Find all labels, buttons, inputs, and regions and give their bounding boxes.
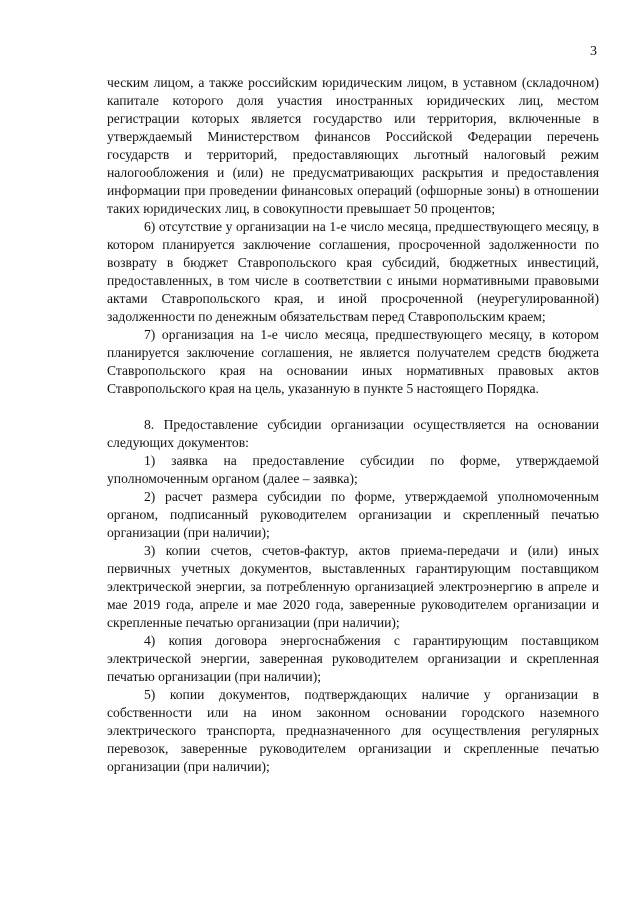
paragraph-section-8: 8. Предоставление субсидии организации осуществляется на основании следующих документов:: [107, 417, 599, 450]
paragraph-item-6: 6) отсутствие у организации на 1-е число месяца, предшествующего месяцу, в котором планируется заключение соглашения, просроченной задолженности по возврату в бюджет Ставропольского края субсидий, бюджетных инвестиций, предоставленных, в том числе в соответствии с иными нормативными правовыми актами Ставропольского края, и иной просроченной (неурегулированной) задолженности по денежным обязательствам перед Ставропольским краем;: [107, 219, 599, 324]
paragraph-doc-1: 1) заявка на предоставление субсидии по форме, утверждаемой уполномоченным органом (далее – заявка);: [107, 453, 599, 486]
paragraph-doc-5: 5) копии документов, подтверждающих наличие у организации в собственности или на ином законном основании городского наземного электрического транспорта, предназначенного для осуществления регулярных перевозок, заверенные руководителем организации и скрепленные печатью организации (при наличии);: [107, 687, 599, 774]
paragraph-doc-2: 2) расчет размера субсидии по форме, утверждаемой уполномоченным органом, подписанный руководителем организации и скрепленный печатью организации (при наличии);: [107, 489, 599, 540]
body-text: [107, 74, 599, 776]
page-number: 3: [590, 44, 597, 59]
paragraph-doc-3: 3) копии счетов, счетов-фактур, актов приема-передачи и (или) иных первичных учетных документов, выставленных гарантирующим поставщиком электрической энергии, за потребленную организацией электроэнергию в апреле и мае 2019 года, апреле и мае 2020 года, заверенные руководителем организации и скрепленные печатью организации (при наличии);: [107, 543, 599, 630]
paragraph-doc-4: 4) копия договора энергоснабжения с гарантирующим поставщиком электрической энергии, заверенная руководителем организации и скрепленная печатью организации (при наличии);: [107, 633, 599, 684]
paragraph-continuation: ческим лицом, а также российским юридическим лицом, в уставном (складочном) капитале которого доля участия иностранных юридических лиц, местом регистрации которых является государство или территория, включенные в утверждаемый Министерством финансов Российской Федерации перечень государств и территорий, предоставляющих льготный налоговый режим налогообложения и (или) не предусматривающих раскрытия и предоставления информации при проведении финансовых операций (офшорные зоны) в отношении таких юридических лиц, в совокупности превышает 50 процентов;: [107, 75, 599, 216]
paragraph-item-7: 7) организация на 1-е число месяца, предшествующего месяцу, в котором планируется заключение соглашения, не является получателем средств бюджета Ставропольского края на основании иных нормативных правовых актов Ставропольского края на цель, указанную в пункте 5 настоящего Порядка.: [107, 327, 599, 396]
